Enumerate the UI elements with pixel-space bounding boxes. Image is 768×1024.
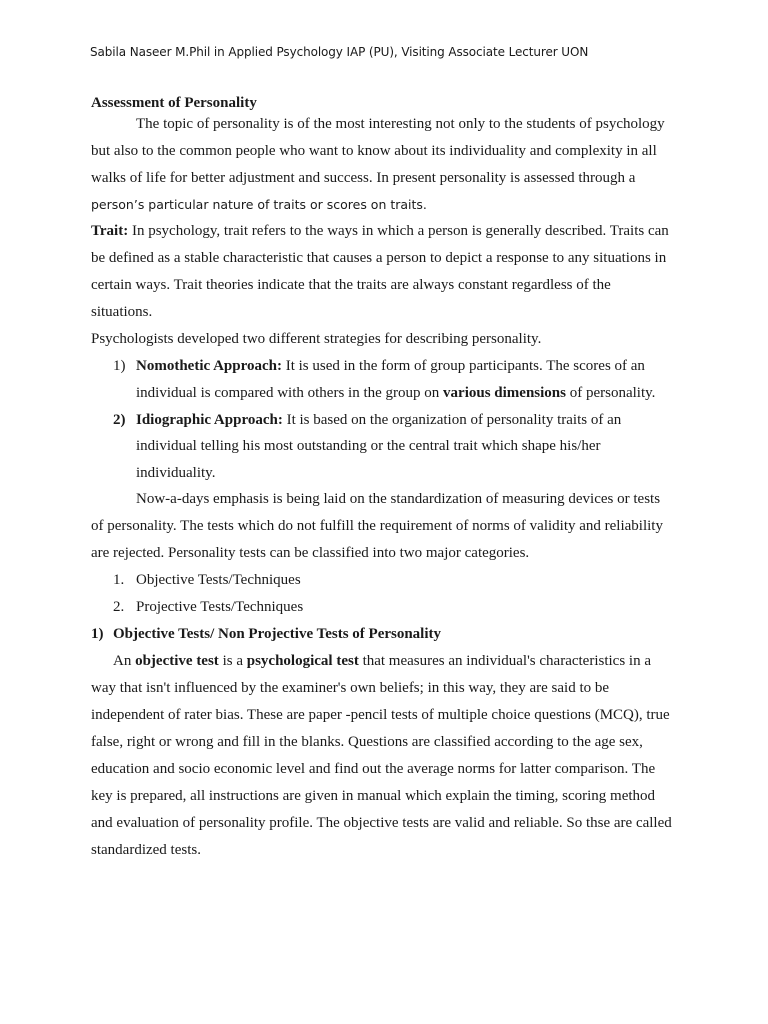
category-1-number: 1. (113, 572, 125, 588)
standardization-line-2: of personality. The tests which do not fulfill the requirement of norms of validity and reliability (91, 518, 663, 534)
objective-line-3: independent of rater bias. These are paper -pencil tests of multiple choice questions (MCQ), true (91, 707, 670, 723)
trait-line-4: situations. (91, 304, 153, 320)
category-2-label: Projective Tests/Techniques (136, 599, 304, 615)
intro-line-3: walks of life for better adjustment and success. In present personality is assessed through a (91, 170, 636, 186)
category-1-label: Objective Tests/Techniques (136, 572, 301, 588)
category-2-number: 2. (113, 599, 125, 615)
objective-line-5: education and socio economic level and find out the average norms for latter comparison. The (91, 761, 656, 777)
trait-line-1: Trait: In psychology, trait refers to the ways in which a person is generally described. Traits can (91, 223, 669, 239)
approach-1-line-1: Nomothetic Approach: It is used in the form of group participants. The scores of an (136, 358, 645, 374)
intro-line-2: but also to the common people who want to know about its individuality and complexity in all (91, 143, 657, 159)
objective-line-8: standardized tests. (91, 842, 201, 858)
objective-line-7: and evaluation of personality profile. The objective tests are valid and reliable. So thse are called (91, 815, 672, 831)
section-1-heading: Objective Tests/ Non Projective Tests of Personality (113, 626, 442, 642)
section-1-number: 1) (91, 626, 104, 642)
trait-label: Trait: (91, 223, 129, 239)
objective-line-6: key is prepared, all instructions are given in manual which explain the timing, scoring method (91, 788, 656, 804)
approach-2-line-1: Idiographic Approach: It is based on the organization of personality traits of an (136, 412, 622, 428)
trait-line-2: be defined as a stable characteristic that causes a person to depict a response to any situations in (91, 250, 667, 266)
approach-1-line-2: individual is compared with others in the group on various dimensions of personality. (136, 385, 656, 401)
intro-line-4: person’s particular nature of traits or scores on traits. (91, 197, 427, 212)
intro-line-1: The topic of personality is of the most interesting not only to the students of psychology (136, 116, 665, 132)
objective-line-1: An objective test is a psychological test that measures an individual's characteristics in a (113, 653, 651, 669)
page-header: Sabila Naseer M.Phil in Applied Psychology IAP (PU), Visiting Associate Lecturer UON (90, 45, 589, 59)
objective-line-4: false, right or wrong and fill in the blanks. Questions are classified according to the age sex, (91, 734, 643, 750)
approach-2-number: 2) (113, 412, 126, 428)
trait-line-3: certain ways. Trait theories indicate that the traits are always constant regardless of the (91, 277, 611, 293)
section-title: Assessment of Personality (91, 95, 257, 111)
strategies-line: Psychologists developed two different strategies for describing personality. (91, 331, 542, 347)
approach-2-line-3: individuality. (136, 465, 216, 481)
standardization-line-1: Now-a-days emphasis is being laid on the standardization of measuring devices or tests (136, 491, 661, 507)
approach-1-number: 1) (113, 358, 126, 374)
standardization-line-3: are rejected. Personality tests can be classified into two major categories. (91, 545, 530, 561)
objective-line-2: way that isn't influenced by the examiner's own beliefs; in this way, they are said to be (91, 680, 610, 696)
approach-2-line-2: individual telling his most outstanding or the central trait which shape his/her (136, 438, 601, 454)
